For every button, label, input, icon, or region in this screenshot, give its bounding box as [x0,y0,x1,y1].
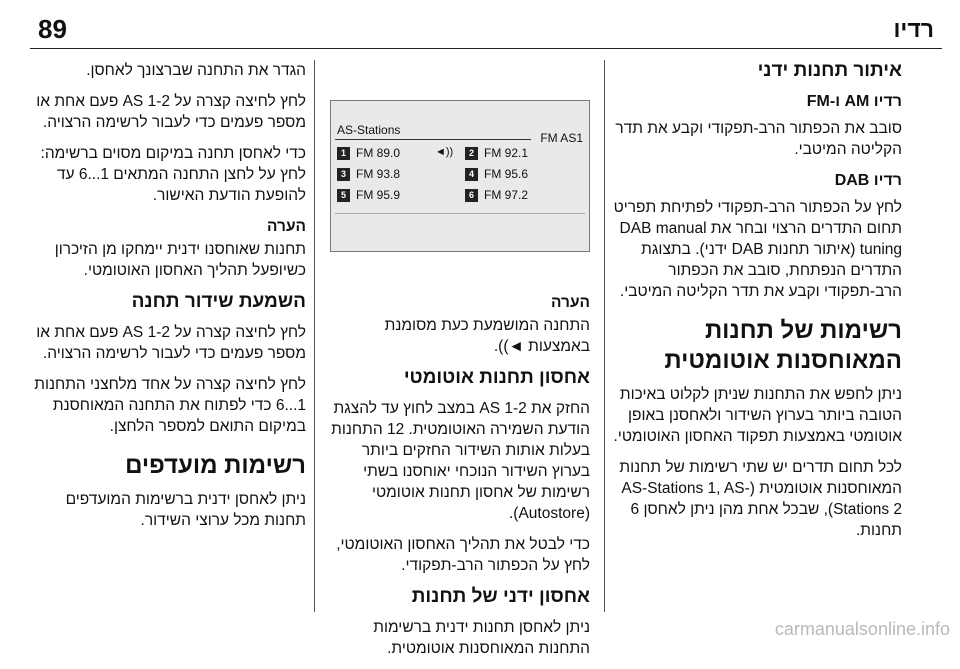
paragraph: החזק את AS 1-2 במצב לחוץ עד להצגת הודעת השמירה האוטומטית. 12 התחנות בעלות אותות השידור החזקים ביותר בערוץ השידור הנוכחי יאוחסנו בשתי רשימות של אחסון תחנות אוטומטי (Autostore). [331,400,590,522]
paragraph: כדי לאחסן תחנה במיקום מסוים ברשימה: לחץ על לחצן התחנה המתאים 1...6 עד להופעת הודעת האישור. [40,145,306,204]
preset-4: 4 FM 95.6 [465,164,583,184]
screen-divider [335,139,531,140]
section-title-auto-store: אחסון תחנות אוטומטי [403,367,590,388]
paragraph: סובב את הכפתור הרב-תפקודי וקבע את תדר הקליטה המיטבי. [615,120,902,158]
subsection-title-fm-am: רדיו AM ו-FM [806,93,902,110]
radio-display-illustration [330,100,590,252]
section-title-recall: השמעת שידור תחנה [131,291,306,312]
page-number: 89 [38,14,67,44]
preset-1: 1 FM 89.0 [337,143,455,163]
section-title-autostore-lists: רשימות של תחנות המאוחסנות אוטומטית [664,317,902,374]
section-title-manual-store: אחסון ידני של תחנות [411,586,590,607]
column-middle [322,290,590,669]
paragraph: לחץ לחיצה קצרה על אחד מלחצני התחנות 1...6 כדי לפתוח את התחנה המאוחסנת במיקום התואם למספר הלחצן. [34,376,306,435]
preset-2: 2 FM 92.1 [465,143,583,163]
subsection-title-dab: רדיו DAB [834,172,902,189]
screen-title: AS-Stations [337,123,401,137]
paragraph: כדי לבטל את תהליך האחסון האוטומטי, לחץ על הכפתור הרב-תפקודי. [336,536,590,574]
column-divider [314,60,315,612]
section-title-favourites: רשימות מועדפים [125,452,306,479]
note-title: הערה [551,294,590,311]
preset-5: 5 FM 95.9 [337,185,455,205]
paragraph: לחץ על הכפתור הרב-תפקודי לפתיחת תפריט תחום התדרים הרצוי ובחר את DAB manual tuning (איתור תחנות DAB ידני). בתצוגת התדרים הנפתחת, סובב את הכפתור הרב-תפקודי וקבע את תדר הקליטה המיטבי. [613,199,902,300]
preset-3: 3 FM 93.8 [337,164,455,184]
paragraph: לכל תחום תדרים יש שתי רשימות של תחנות המאוחסנות אוטומטית (AS-Stations 1, AS-Stations 2), שבכל אחת מהן ניתן לאחסן 6 תחנות. [619,459,902,539]
note-title: הערה [267,218,306,235]
paragraph: לחץ לחיצה קצרה על AS 1-2 פעם אחת או מספר פעמים כדי לעבור לרשימה הרצויה. [36,324,306,362]
watermark: carmanualsonline.info [774,619,950,639]
speaker-icon: ◄)) [435,146,454,158]
paragraph: ניתן לאחסן תחנות ידנית ברשימות התחנות המאוחסנות אוטומטית. [373,619,590,657]
column-left [28,60,306,541]
paragraph: לחץ לחיצה קצרה על AS 1-2 פעם אחת או מספר פעמים כדי לעבור לרשימה הרצויה. [36,93,306,131]
paragraph: ניתן לאחסן ידנית ברשימות המועדפים תחנות מכל ערוצי השידור. [65,491,306,529]
preset-6: 6 FM 97.2 [465,185,583,205]
paragraph: ניתן לחפש את התחנות שניתן לקלוט באיכות הטובה ביותר בערוץ השידור ולאחסנן באופן אוטומטי באמצעות תפקוד האחסון האוטומטי. [613,386,902,445]
screen-list-tag: FM AS1 [540,131,583,145]
paragraph: הגדר את התחנה שברצונך לאחסן. [86,62,306,79]
note-text: תחנות שאוחסנו ידנית יימחקו מן הזיכרון כשיופעל תהליך האחסון האוטומטי. [54,241,306,279]
page-header [30,10,942,49]
column-divider [604,60,605,612]
section-title-manual-tuning: איתור תחנות ידני [757,60,902,81]
column-right [612,60,902,551]
page-title: רדיו [893,16,934,42]
note-text: התחנה המושמעת כעת מסומנת באמצעות ◄)). [384,317,590,355]
screen-bottom-line [335,213,585,214]
